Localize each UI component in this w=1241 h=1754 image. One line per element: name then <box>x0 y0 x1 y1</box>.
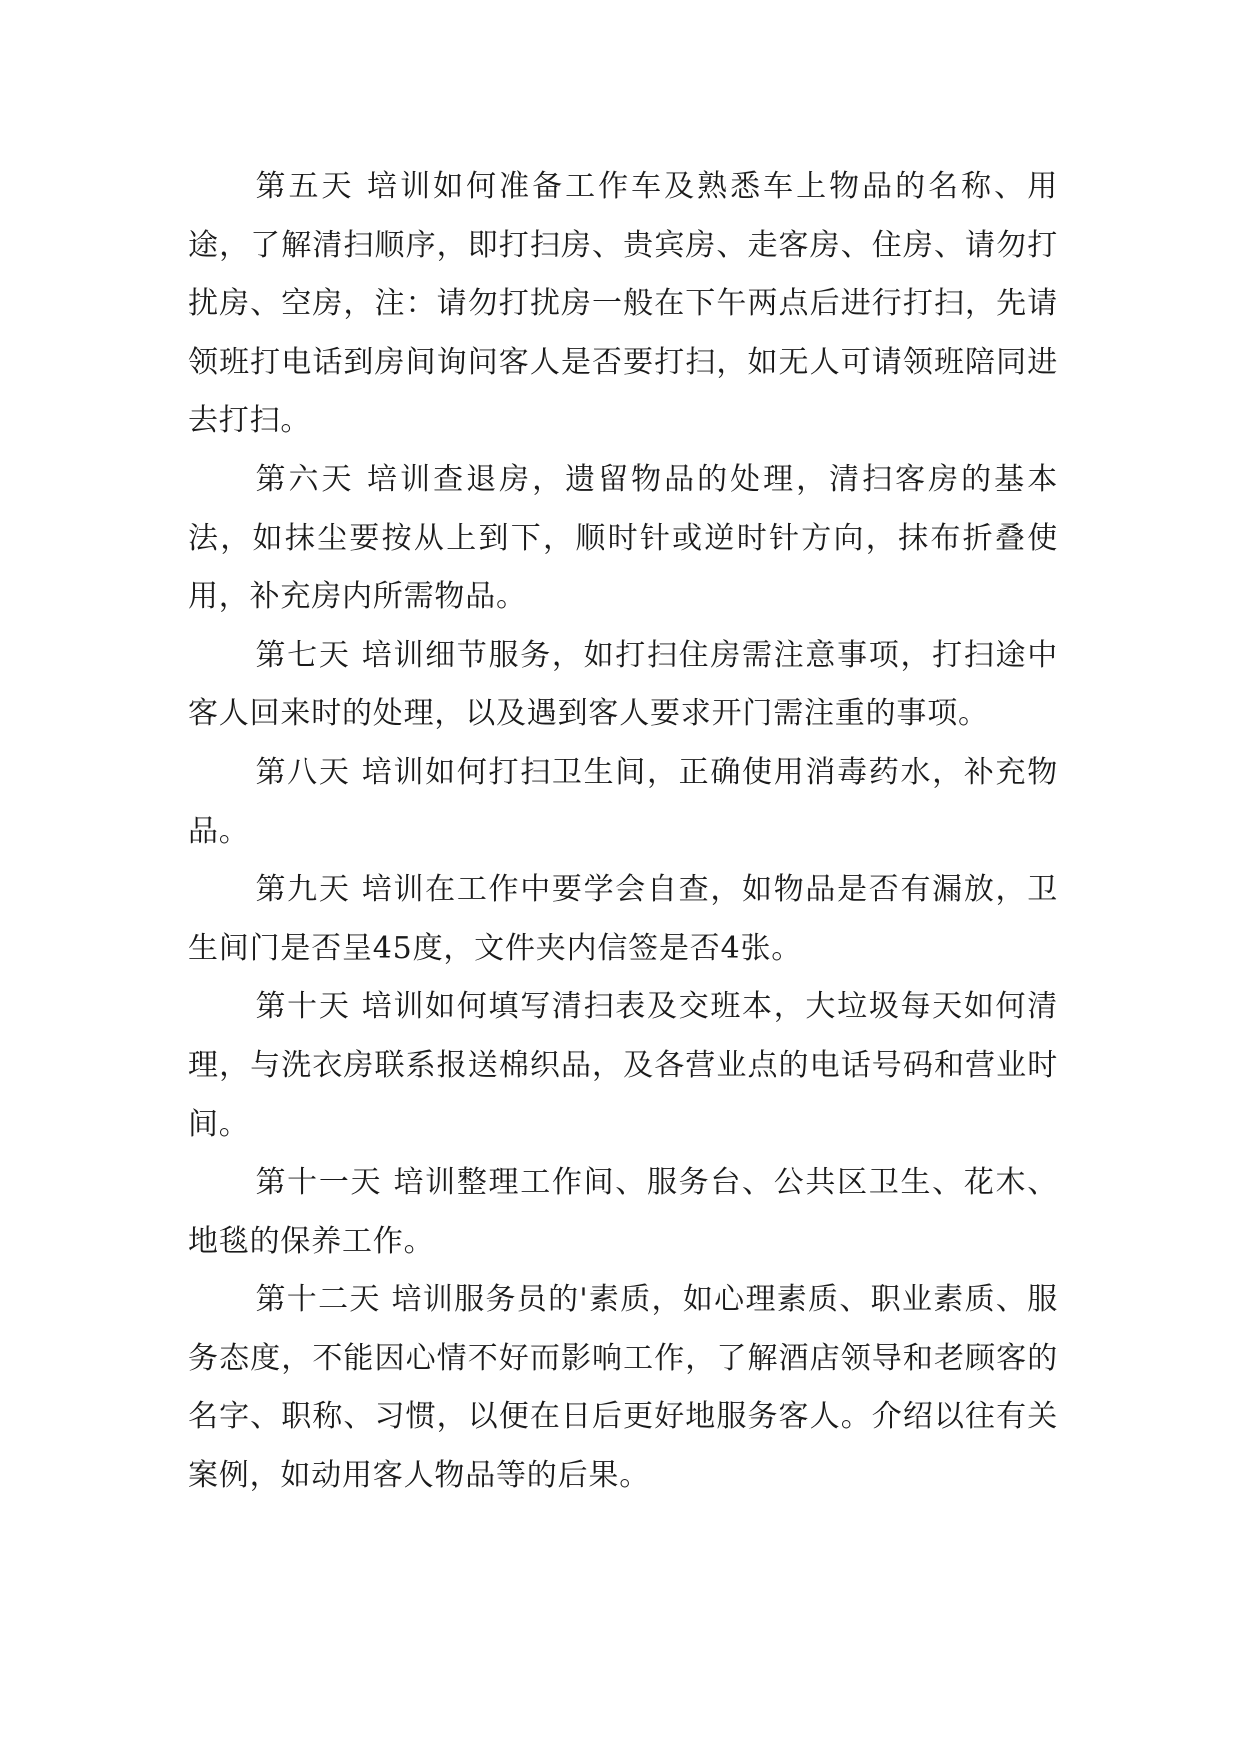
paragraph-day-11: 第十一天 培训整理工作间、服务台、公共区卫生、花木、地毯的保养工作。 <box>188 1165 1058 1259</box>
paragraph-day-9: 第九天 培训在工作中要学会自查，如物品是否有漏放，卫生间门是否呈45度，文件夹内信签是否4张。 <box>188 872 1058 966</box>
paragraph-day-12: 第十二天 培训服务员的'素质，如心理素质、职业素质、服务态度，不能因心情不好而影响工作，了解酒店领导和老顾客的名字、职称、习惯，以便在日后更好地服务客人。介绍以往有关案例，如动用客人物品等的后果。 <box>188 1282 1058 1494</box>
paragraph-day-5: 第五天 培训如何准备工作车及熟悉车上物品的名称、用途，了解清扫顺序，即打扫房、贵宾房、走客房、住房、请勿打扰房、空房，注：请勿打扰房一般在下午两点后进行打扫，先请领班打电话到房间询问客人是否要打扫，如无人可请领班陪同进去打扫。 <box>188 169 1058 439</box>
paragraph-day-6: 第六天 培训查退房，遗留物品的处理，清扫客房的基本法，如抹尘要按从上到下，顺时针或逆时针方向，抹布折叠使用，补充房内所需物品。 <box>188 461 1058 615</box>
paragraph-day-7: 第七天 培训细节服务，如打扫住房需注意事项，打扫途中客人回来时的处理，以及遇到客人要求开门需注重的事项。 <box>188 637 1058 732</box>
document-body <box>188 158 1058 1506</box>
paragraph-day-10: 第十天 培训如何填写清扫表及交班本，大垃圾每天如何清理，与洗衣房联系报送棉织品，及各营业点的电话号码和营业时间。 <box>188 989 1058 1142</box>
paragraph-day-8: 第八天 培训如何打扫卫生间，正确使用消毒药水，补充物品。 <box>188 754 1058 849</box>
